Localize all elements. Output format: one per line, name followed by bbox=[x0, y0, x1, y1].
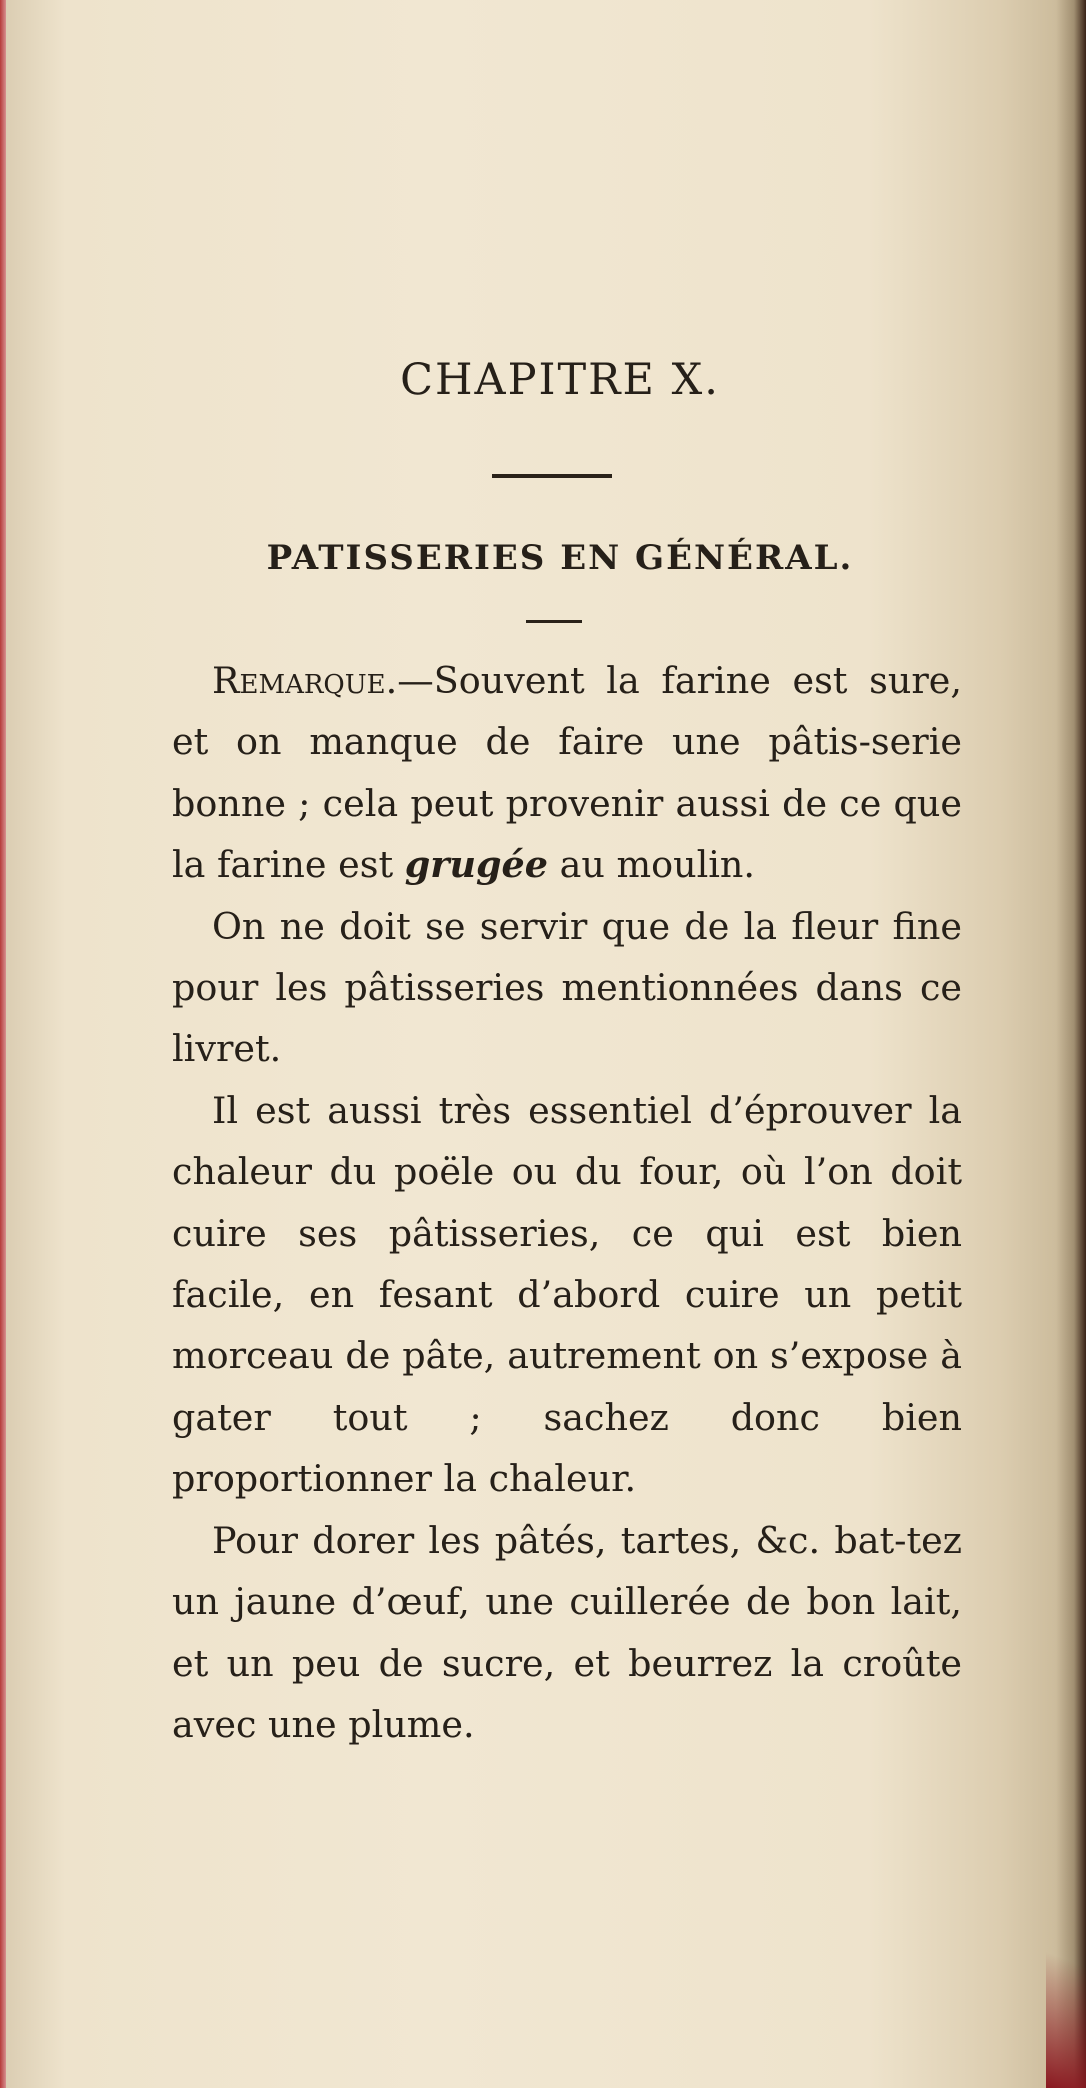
paragraph-text: au moulin. bbox=[548, 843, 756, 887]
section-divider-rule bbox=[526, 620, 582, 623]
paragraph-remarque bbox=[172, 650, 962, 896]
page-corner-binding bbox=[1046, 1908, 1086, 2088]
remarque-lead: Remarque. bbox=[212, 659, 398, 702]
paragraph-text: —Souvent la farine est sure, et on manque de faire une pâtis-serie bonne ; cela peut provenir aussi de ce que la farine est bbox=[172, 659, 962, 887]
chapter-divider-rule bbox=[492, 474, 612, 478]
page-right-edge-shadow bbox=[1056, 0, 1086, 2088]
body-text bbox=[172, 650, 962, 1755]
emphasis-text: grugée bbox=[404, 843, 549, 887]
paragraph-fleur-fine: On ne doit se servir que de la fleur fine pour les pâtisseries mentionnées dans ce livret. bbox=[172, 904, 962, 1071]
paragraph-dorer: Pour dorer les pâtés, tartes, &c. bat-tez un jaune d’œuf, une cuillerée de bon lait, et un peu de sucre, et beurrez la croûte avec une plume. bbox=[172, 1518, 962, 1746]
section-title: PATISSERIES EN GÉNÉRAL. bbox=[266, 538, 854, 578]
page-left-edge bbox=[0, 0, 6, 2088]
paragraph-chaleur: Il est aussi très essentiel d’éprouver la chaleur du poële ou du four, où l’on doit cuire ses pâtisseries, ce qui est bien facile, en fesant d’abord cuire un petit morceau de pâte, autrement on s’expose à gater tout ; sachez donc bien proportionner la chaleur. bbox=[172, 1088, 962, 1501]
chapter-title: CHAPITRE X. bbox=[400, 355, 720, 405]
